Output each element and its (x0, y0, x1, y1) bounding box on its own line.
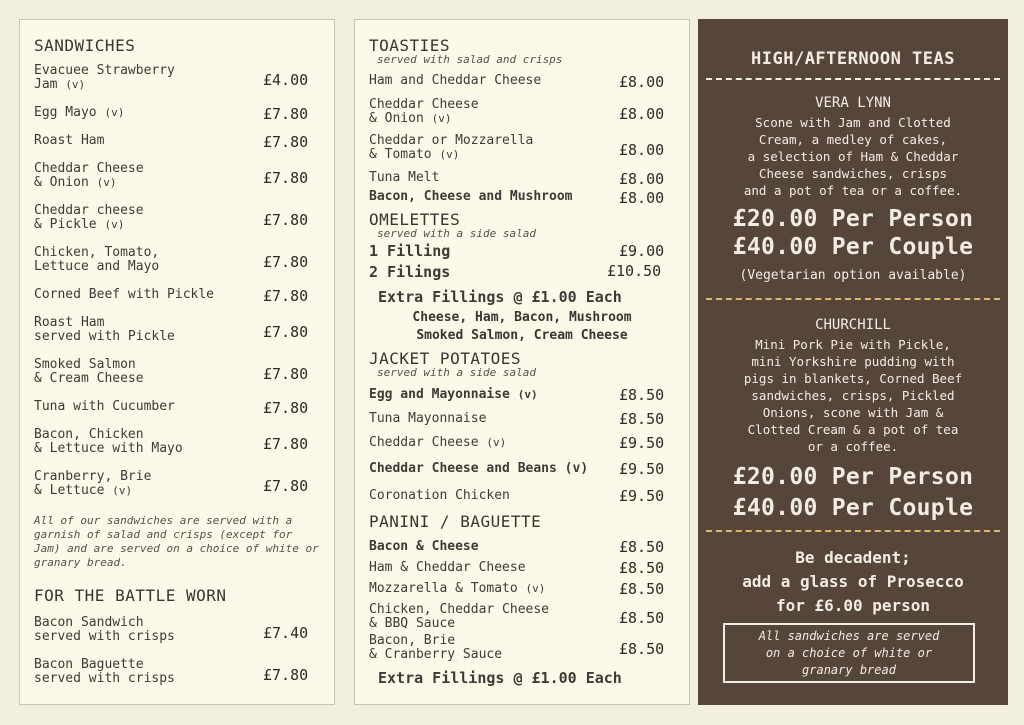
menu-item-name (34, 176, 117, 190)
churchill-desc: Onions, scone with Jam & (762, 405, 944, 420)
menu-item-price: £8.00 (619, 189, 665, 207)
menu-item-name (34, 658, 144, 672)
menu-item-name-text: Cranberry, Brie (34, 469, 152, 484)
bread-note-line: All sandwiches are served (758, 629, 940, 643)
vegetarian-marker: (v) (439, 148, 460, 161)
menu-item-price: £7.40 (263, 624, 309, 642)
divider (706, 298, 1000, 300)
menu-item-name (34, 246, 159, 260)
menu-item-name (34, 64, 175, 78)
vegetarian-marker: (v) (564, 461, 589, 476)
menu-item-name (369, 148, 459, 162)
vegetarian-marker: (v) (112, 484, 133, 497)
battle-worn-heading: FOR THE BATTLE WORN (34, 586, 227, 605)
churchill-price-person: £20.00 Per Person (732, 464, 974, 490)
menu-item-name (369, 462, 588, 476)
menu-item-name-text: Bacon Sandwich (34, 615, 144, 630)
vegetarian-marker: (v) (517, 388, 538, 401)
menu-item-name-text: Roast Ham (34, 315, 105, 330)
prosecco-line1: Be decadent; (795, 548, 911, 567)
menu-item-name (34, 630, 175, 644)
menu-item-price: £7.80 (263, 435, 309, 453)
vegetarian-marker: (v) (104, 106, 125, 119)
menu-item-name-text: served with crisps (34, 629, 175, 644)
menu-item-name (369, 436, 506, 450)
bread-note-line: on a choice of white or (765, 646, 933, 660)
menu-item-name (34, 316, 104, 330)
menu-item-price: £7.80 (263, 666, 309, 684)
menu-item-name-text: Tuna with Cucumber (34, 399, 175, 414)
menu-item-name-text: served with crisps (34, 671, 175, 686)
vera-lynn-price-couple: £40.00 Per Couple (732, 234, 974, 260)
omelette-item: 2 Filings (369, 263, 451, 281)
menu-item-name (34, 106, 124, 120)
menu-item-price: £4.00 (263, 71, 309, 89)
menu-item-name-text: Corned Beef with Pickle (34, 287, 215, 302)
menu-item-name (34, 400, 175, 414)
menu-item-name (34, 288, 214, 302)
menu-item-name-text: Cheddar Cheese (369, 97, 479, 112)
menu-item-name (34, 358, 136, 372)
vera-lynn-desc: Scone with Jam and Clotted (755, 115, 951, 130)
menu-item-name-text: Ham and Cheddar Cheese (369, 73, 542, 88)
vegetarian-marker: (v) (486, 436, 507, 449)
menu-item-price: £7.80 (263, 169, 309, 187)
menu-item-name-text: Lettuce and Mayo (34, 259, 160, 274)
menu-item-name (34, 672, 175, 686)
jacket-subheading: served with a side salad (377, 366, 536, 379)
menu-item-price: £8.00 (619, 141, 665, 159)
menu-item-name-text: served with Pickle (34, 329, 175, 344)
menu-item-name-text: & Onion (34, 175, 89, 190)
churchill-desc: or a coffee. (807, 439, 899, 454)
menu-item-name-text: Jam (34, 77, 58, 92)
vera-lynn-desc: and a pot of tea or a coffee. (743, 183, 963, 198)
menu-item-name-text: Ham & Cheddar Cheese (369, 560, 526, 575)
hot-food-panel (354, 19, 690, 705)
menu-item-price: £7.80 (263, 287, 309, 305)
vera-lynn-name: VERA LYNN (815, 95, 891, 111)
churchill-desc: Mini Pork Pie with Pickle, (755, 337, 951, 352)
menu-item-name-text: Coronation Chicken (369, 488, 510, 503)
menu-item-name (369, 603, 549, 617)
menu-item-price: £9.50 (619, 434, 665, 452)
menu-item-name (369, 74, 541, 88)
vera-lynn-desc: Cream, a medley of cakes, (758, 132, 948, 147)
panini-heading: PANINI / BAGUETTE (369, 512, 542, 531)
bread-note-box (723, 623, 975, 683)
menu-item-price: £8.50 (619, 559, 665, 577)
menu-item-name-text: Cheddar Cheese (34, 161, 144, 176)
menu-item-price: £7.80 (263, 211, 309, 229)
menu-item-name-text: Cheddar Cheese (369, 435, 479, 450)
menu-item-name (369, 412, 486, 426)
menu-item-name (34, 78, 85, 92)
divider (706, 78, 1000, 80)
menu-item-name (34, 260, 159, 274)
menu-item-name-text: Chicken, Tomato, (34, 245, 160, 260)
menu-item-price: £9.50 (619, 460, 665, 478)
menu-item-name (369, 561, 526, 575)
churchill-price-couple: £40.00 Per Couple (732, 495, 974, 521)
menu-item-name-text: & BBQ Sauce (369, 616, 456, 631)
vera-lynn-veg-note: (Vegetarian option available) (739, 268, 967, 283)
menu-item-name-text: Bacon, Chicken (34, 427, 144, 442)
teas-heading: HIGH/AFTERNOON TEAS (751, 49, 955, 69)
churchill-desc: Clotted Cream & a pot of tea (747, 422, 959, 437)
menu-item-name-text: Smoked Salmon (34, 357, 136, 372)
menu-item-price: £8.00 (619, 105, 665, 123)
vegetarian-marker: (v) (104, 218, 125, 231)
omelettes-heading: OMELETTES (369, 210, 461, 229)
prosecco-line3: for £6.00 person (775, 596, 931, 615)
menu-item-price: £9.50 (619, 487, 665, 505)
menu-item-price: £7.80 (263, 477, 309, 495)
prosecco-line2: add a glass of Prosecco (742, 572, 964, 591)
menu-item-name (34, 134, 104, 148)
afternoon-teas-panel (698, 19, 1008, 705)
menu-item-name-text: Bacon Baguette (34, 657, 144, 672)
menu-item-name-text: Tuna Mayonnaise (369, 411, 487, 426)
menu-item-name (34, 162, 144, 176)
menu-item-price: £7.80 (263, 105, 309, 123)
menu-item-price: £7.80 (263, 253, 309, 271)
vegetarian-marker: (v) (525, 582, 546, 595)
menu-item-name-text: Bacon & Cheese (369, 539, 479, 554)
menu-item-name (34, 442, 183, 456)
menu-item-price: £8.00 (619, 73, 665, 91)
menu-item-name-text: Chicken, Cheddar Cheese (369, 602, 550, 617)
menu-item-name (369, 98, 479, 112)
omelette-price: £10.50 (607, 262, 662, 280)
menu-item-name-text: Roast Ham (34, 133, 105, 148)
vera-lynn-desc: a selection of Ham & Cheddar (747, 149, 959, 164)
menu-item-name (34, 484, 132, 498)
menu-item-name (34, 330, 175, 344)
menu-item-name (369, 112, 452, 126)
menu-item-price: £8.50 (619, 609, 665, 627)
vegetarian-marker: (v) (431, 112, 452, 125)
omelette-item: 1 Filling (369, 242, 451, 260)
menu-item-name-text: & Lettuce with Mayo (34, 441, 183, 456)
churchill-desc: sandwiches, crisps, Pickled (751, 388, 955, 403)
vegetarian-marker: (v) (96, 176, 117, 189)
menu-item-name (369, 388, 538, 402)
menu-item-name (369, 617, 455, 631)
sandwiches-note: All of our sandwiches are served with a garnish of salad and crisps (except for Jam) and are served on a choice of white or granary bread. (34, 514, 319, 569)
menu-item-price: £7.80 (263, 323, 309, 341)
menu-item-price: £7.80 (263, 399, 309, 417)
omelette-fillings-line2: Smoked Salmon, Cream Cheese (416, 328, 628, 343)
jacket-heading: JACKET POTATOES (369, 349, 521, 368)
menu-item-name (34, 616, 144, 630)
menu-item-name-text: & Tomato (369, 147, 432, 162)
menu-item-name-text: & Lettuce (34, 483, 105, 498)
toasties-subheading: served with salad and crisps (377, 53, 563, 66)
omelette-extra-fillings: Extra Fillings @ £1.00 Each (378, 288, 622, 306)
menu-item-name (34, 428, 144, 442)
menu-item-name-text: Bacon, Brie (369, 633, 456, 648)
menu-item-name-text: & Cream Cheese (34, 371, 144, 386)
menu-item-name-text: Egg and Mayonnaise (369, 387, 510, 402)
menu-item-name (369, 540, 479, 554)
menu-item-name-text: & Onion (369, 111, 424, 126)
menu-item-name (34, 372, 144, 386)
menu-item-name-text: Tuna Melt (369, 170, 440, 185)
menu-item-price: £8.50 (619, 410, 665, 428)
omelettes-subheading: served with a side salad (377, 227, 536, 240)
divider (706, 530, 1000, 532)
omelette-fillings-line1: Cheese, Ham, Bacon, Mushroom (412, 310, 632, 325)
menu-item-name-text: Evacuee Strawberry (34, 63, 175, 78)
menu-item-name (369, 648, 502, 662)
menu-item-name (34, 218, 124, 232)
menu-item-name-text: Cheddar cheese (34, 203, 144, 218)
churchill-desc: mini Yorkshire pudding with (751, 354, 955, 369)
toasties-heading: TOASTIES (369, 36, 451, 55)
menu-item-price: £8.50 (619, 640, 665, 658)
churchill-desc: pigs in blankets, Corned Beef (743, 371, 963, 386)
omelette-price: £9.00 (619, 242, 665, 260)
menu-item-name (369, 489, 510, 503)
menu-item-price: £7.80 (263, 133, 309, 151)
menu-item-price: £8.50 (619, 538, 665, 556)
menu-item-name (34, 204, 144, 218)
menu-item-name-text: Mozzarella & Tomato (369, 581, 518, 596)
vera-lynn-desc: Cheese sandwiches, crisps (758, 166, 948, 181)
menu-item-name (34, 470, 151, 484)
menu-item-name-text: & Cranberry Sauce (369, 647, 503, 662)
menu-item-price: £8.50 (619, 580, 665, 598)
sandwiches-heading: SANDWICHES (34, 36, 136, 55)
menu-item-name (369, 634, 455, 648)
vera-lynn-price-person: £20.00 Per Person (732, 206, 974, 232)
panini-extra-fillings: Extra Fillings @ £1.00 Each (378, 669, 622, 687)
menu-item-name (369, 190, 573, 204)
menu-item-name (369, 134, 533, 148)
menu-item-name (369, 582, 545, 596)
menu-item-name-text: & Pickle (34, 217, 97, 232)
menu-item-name-text: Cheddar Cheese and Beans (369, 461, 557, 476)
menu-item-name-text: Egg Mayo (34, 105, 97, 120)
menu-item-name-text: Cheddar or Mozzarella (369, 133, 534, 148)
menu-item-price: £7.80 (263, 365, 309, 383)
sandwiches-panel (19, 19, 335, 705)
menu-item-name (369, 171, 439, 185)
menu-item-price: £8.00 (619, 170, 665, 188)
menu-item-name-text: Bacon, Cheese and Mushroom (369, 189, 573, 204)
bread-note-line: granary bread (802, 663, 896, 677)
menu-item-price: £8.50 (619, 386, 665, 404)
vegetarian-marker: (v) (65, 78, 86, 91)
churchill-name: CHURCHILL (815, 317, 891, 333)
